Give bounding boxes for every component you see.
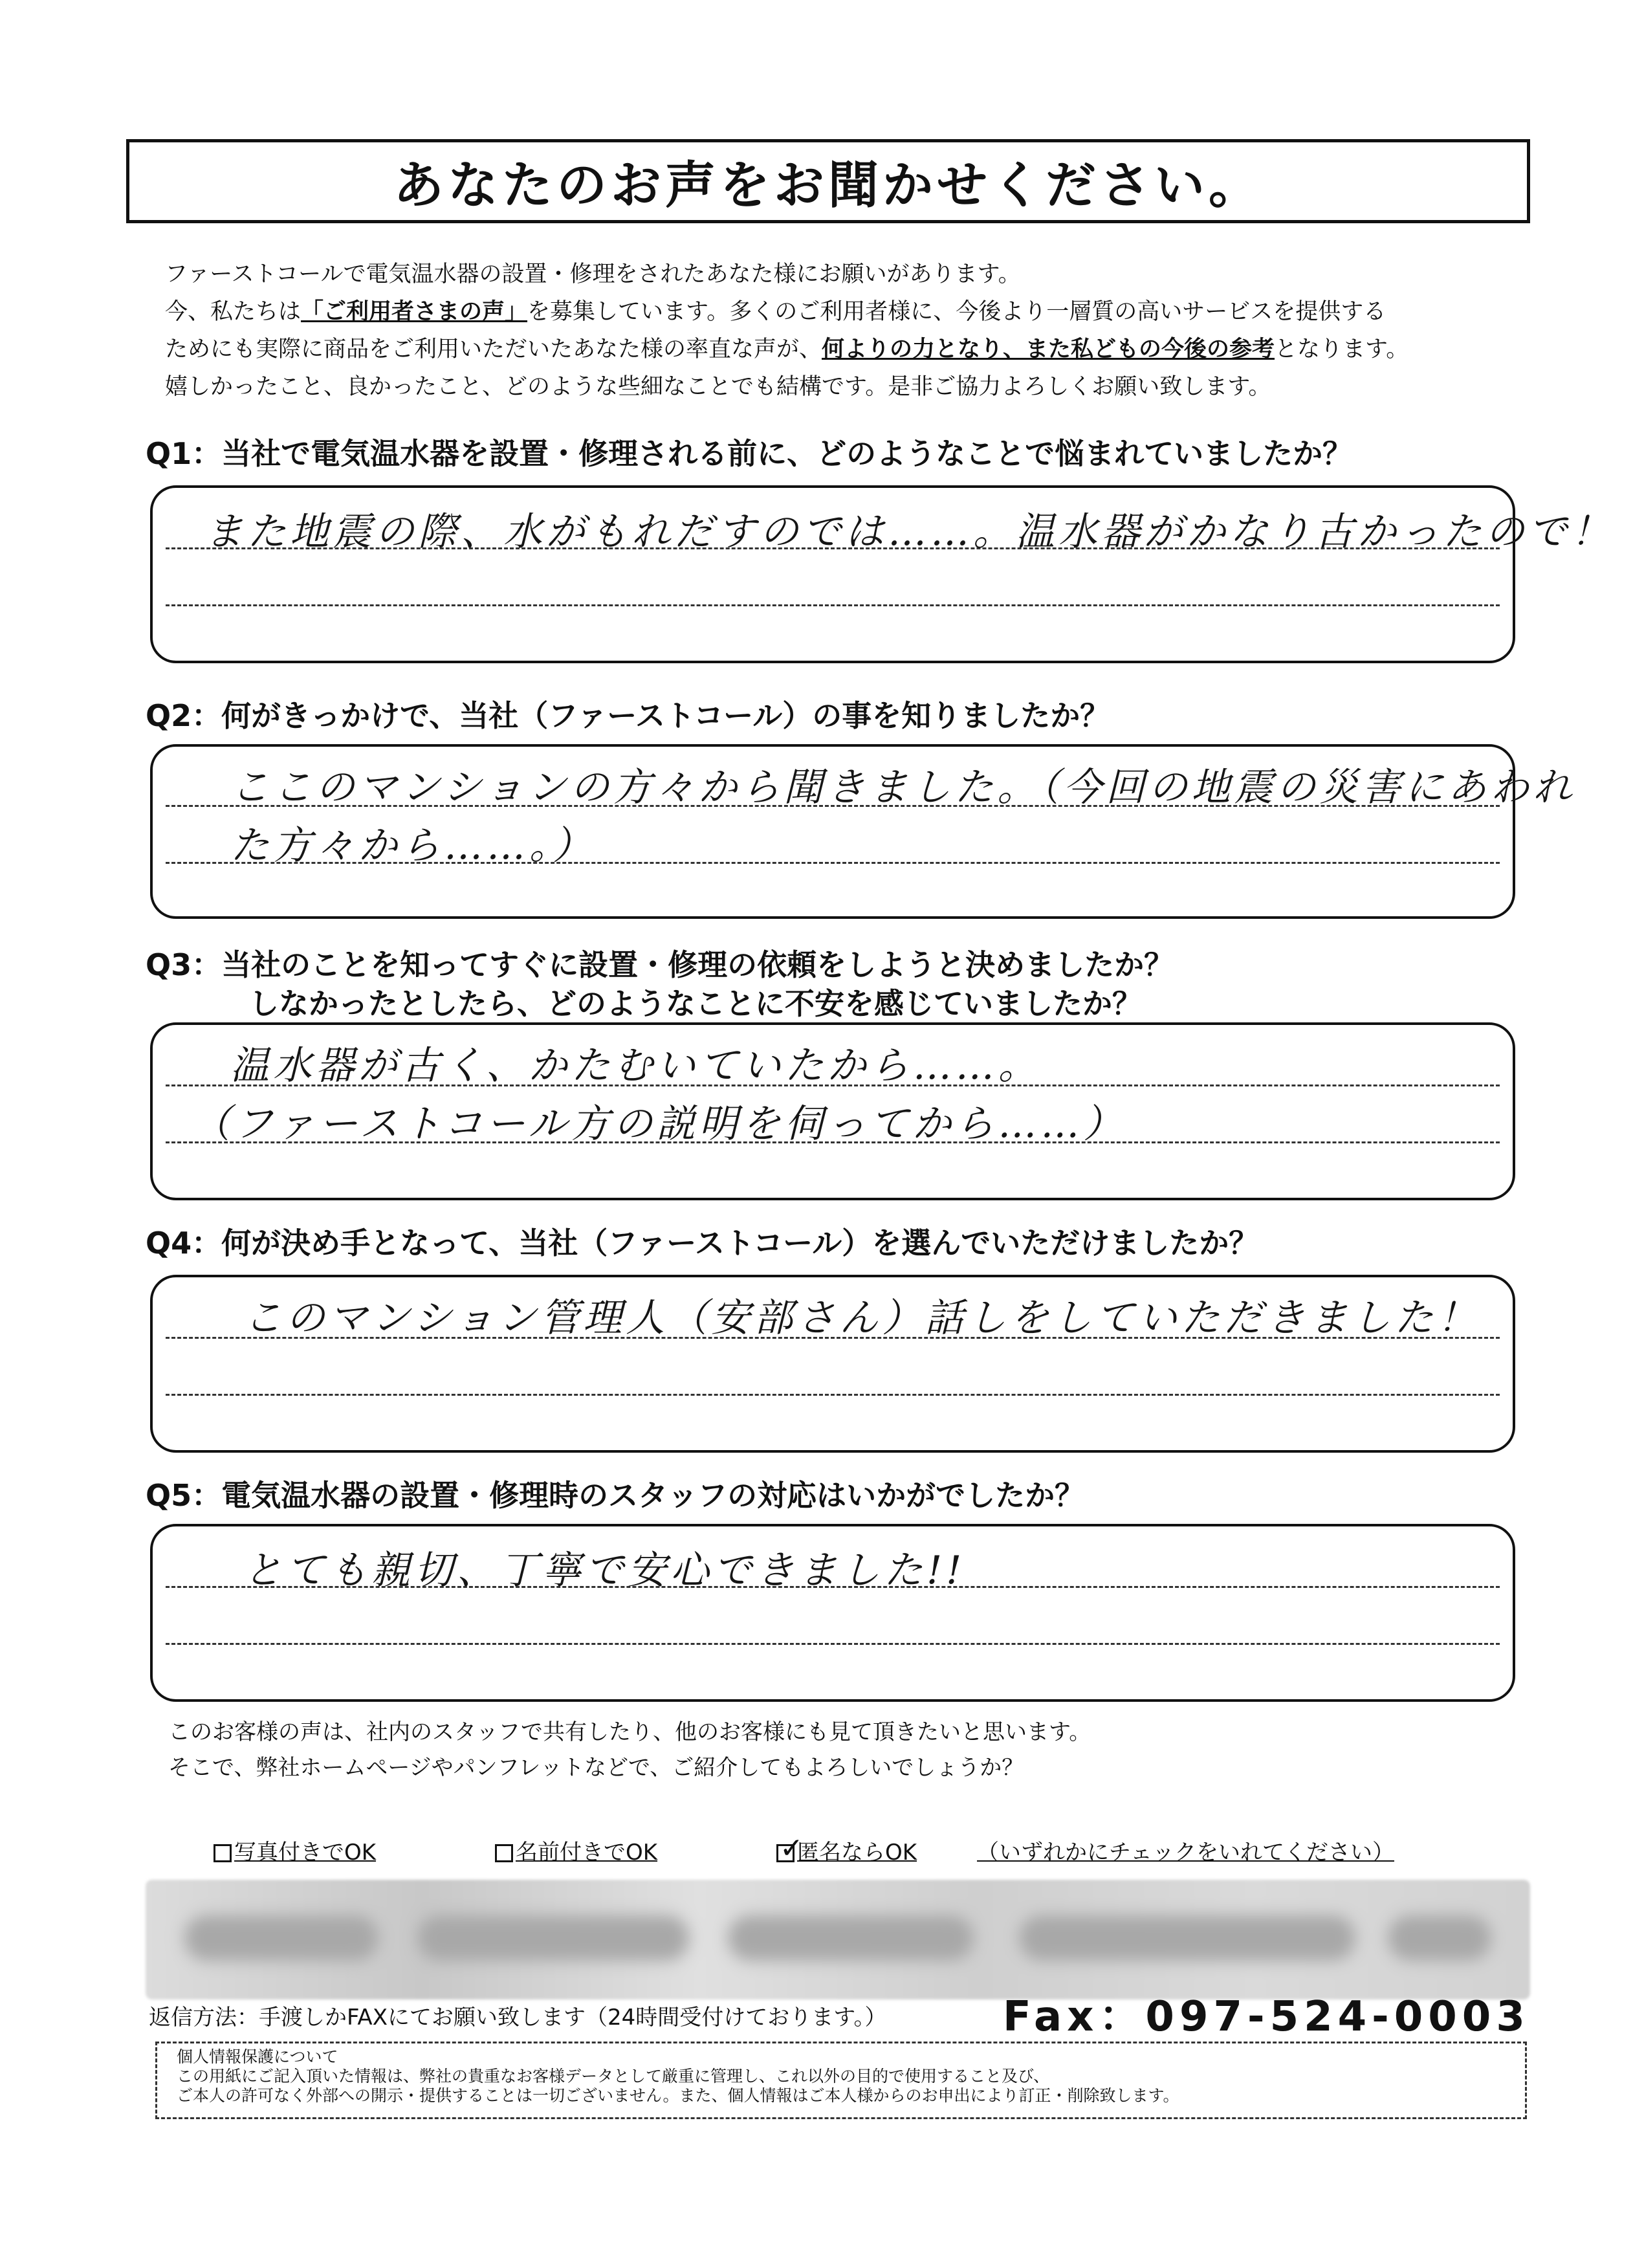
answer-2-line-2: た方々から……。） [230,823,595,868]
privacy-heading: 個人情報保護について [177,2047,338,2066]
intro-line-4: 嬉しかったこと、良かったこと、どのような些細なことでも結構です。是非ご協力よろしくお願い致します。 [165,374,1271,400]
question-3-label-2: しなかったとしたら、どのようなことに不安を感じていましたか？ [249,986,1142,1021]
answer-box-4[interactable] [150,1275,1515,1453]
checkbox-photo[interactable] [214,1844,232,1862]
question-5-label: Q5：電気温水器の設置・修理時のスタッフの対応はいかがでしたか？ [146,1478,1085,1513]
question-4-label: Q4：何が決め手となって、当社（ファーストコール）を選んでいただけましたか？ [146,1226,1259,1261]
checkbox-name[interactable] [495,1844,513,1862]
intro-line-2-b: を募集しています。多くのご利用者様に、今後より一層質の高いサービスを提供する [527,299,1386,325]
consent-line-1: このお客様の声は、社内のスタッフで共有したり、他のお客様にも見て頂きたいと思います。 [168,1719,1091,1745]
question-3-label: Q3：当社のことを知ってすぐに設置・修理の依頼をしようと決めましたか？ [146,947,1174,982]
intro-line-2-a: 今、私たちは [165,299,301,325]
option-anonymous[interactable] [776,1834,917,1866]
answer-box-2[interactable] [150,744,1576,919]
checkbox-anonymous[interactable] [776,1844,795,1862]
answer-2-line-1: ここのマンションの方々から聞きました。（今回の地震の災害にあわれ [230,765,1576,810]
answer-5-line-1: とても親切、丁寧で安心できました!! [243,1548,966,1593]
option-photo[interactable] [214,1834,376,1866]
intro-line-1: ファーストコールで電気温水器の設置・修理をされたあなた様にお願いがあります。 [165,261,1021,287]
intro-line-3-a: ためにも実際に商品をご利用いただいたあなた様の率直な声が、 [165,336,822,362]
intro-line-2 [165,293,1556,331]
intro-line-2-underlined: 「ご利用者さまの声」 [301,299,528,325]
answer-3-line-2: （ファーストコール方の説明を伺ってから……） [192,1101,1126,1147]
fax-number: Fax：097-524-0003 [1003,1993,1530,2041]
intro-line-3-b: となります。 [1275,336,1409,362]
consent-line-2: そこで、弊社ホームページやパンフレットなどで、ご紹介してもよろしいでしょうか？ [168,1755,1024,1781]
answer-4-line-1: このマンション管理人（安部さん）話しをしていただきました！ [243,1295,1480,1341]
reply-method: 返信方法：手渡しかFAXにてお願い致します（24時間受付けております。） [149,2005,887,2031]
answer-box-3[interactable] [150,1022,1515,1200]
answer-1-line-1: また地震の際、水がもれだすのでは……。温水器がかなり古かったので！ [204,509,1614,555]
answer-3-line-1: 温水器が古く、かたむいていたから……。 [230,1043,1041,1088]
option-name[interactable] [495,1834,657,1866]
answer-box-5[interactable] [150,1524,1515,1702]
privacy-notice [155,2042,1527,2119]
answer-box-1[interactable] [150,485,1614,663]
redacted-area [146,1880,1530,1999]
option-photo-label: 写真付きでOK [234,1840,377,1866]
consent-note: （いずれかにチェックをいれてください） [977,1840,1394,1866]
intro-line-3-underlined: 何よりの力となり、また私どもの今後の参考 [822,336,1275,362]
option-name-label: 名前付きでOK [516,1840,658,1866]
title-box [126,139,1530,223]
privacy-line-1: この用紙にご記入頂いた情報は、弊社の貴重なお客様データとして厳重に管理し、これ以外の目的で使用すること及び、 [177,2067,1050,2086]
privacy-line-2: ご本人の許可なく外部への開示・提供することは一切ございません。また、個人情報はご本人様からのお申出により訂正・削除致します。 [177,2086,1179,2105]
question-2-label: Q2：何がきっかけで、当社（ファーストコール）の事を知りましたか？ [146,698,1110,733]
page-title: あなたのお声をお聞かせください。 [393,157,1263,215]
intro-text [165,256,1556,406]
intro-line-3 [165,331,1556,368]
option-anonymous-label: 匿名ならOK [797,1840,917,1866]
question-1-label: Q1：当社で電気温水器を設置・修理される前に、どのようなことで悩まれていましたか？ [146,436,1353,471]
